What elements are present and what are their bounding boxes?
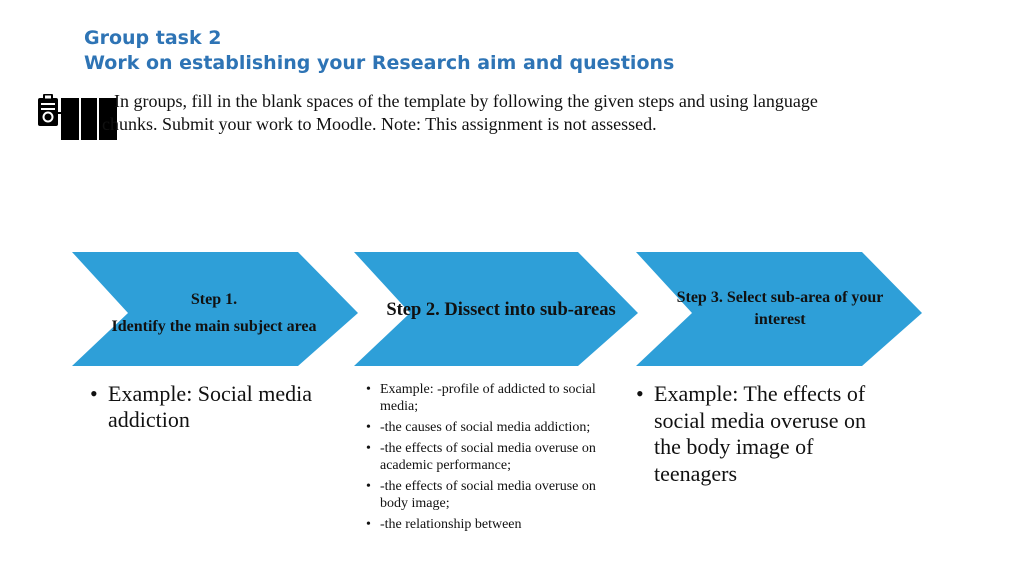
step-3-examples [636, 381, 876, 487]
list-item: • Example: The effects of social media overuse on the body image of teenagers [636, 381, 876, 487]
step-3-label-line-2: interest [754, 311, 806, 328]
step-2-examples [366, 381, 596, 537]
list-item: • -the relationship between [366, 516, 596, 533]
step-1-examples [90, 381, 330, 433]
step-2-label [362, 298, 640, 322]
list-item: • Example: -profile of addicted to social media; [366, 381, 596, 415]
step-1-label [84, 286, 344, 340]
step-2-label-line-1: Step 2. Dissect into sub-areas [386, 300, 616, 320]
instructions-line-1: In groups, fill in the blank spaces of the template by following the given steps and using language [114, 91, 818, 111]
step-1-label-line-2: Identify the main subject area [111, 318, 317, 335]
list-item: • -the effects of social media overuse on academic performance; [366, 440, 596, 474]
step-3-label-line-1: Step 3. Select sub-area of your [676, 289, 884, 306]
list-item: • -the causes of social media addiction; [366, 419, 596, 436]
step-3-label [646, 287, 914, 331]
title-line-1: Group task 2 [84, 27, 222, 49]
list-item: • -the effects of social media overuse on body image; [366, 478, 596, 512]
step-1-label-line-1: Step 1. [190, 291, 238, 308]
title-line-2: Work on establishing your Research aim and questions [84, 52, 675, 74]
list-item: • Example: Social media addiction [90, 381, 330, 433]
instructions-line-2: chunks. Submit your work to Moodle. Note: This assignment is not assessed. [102, 114, 657, 134]
